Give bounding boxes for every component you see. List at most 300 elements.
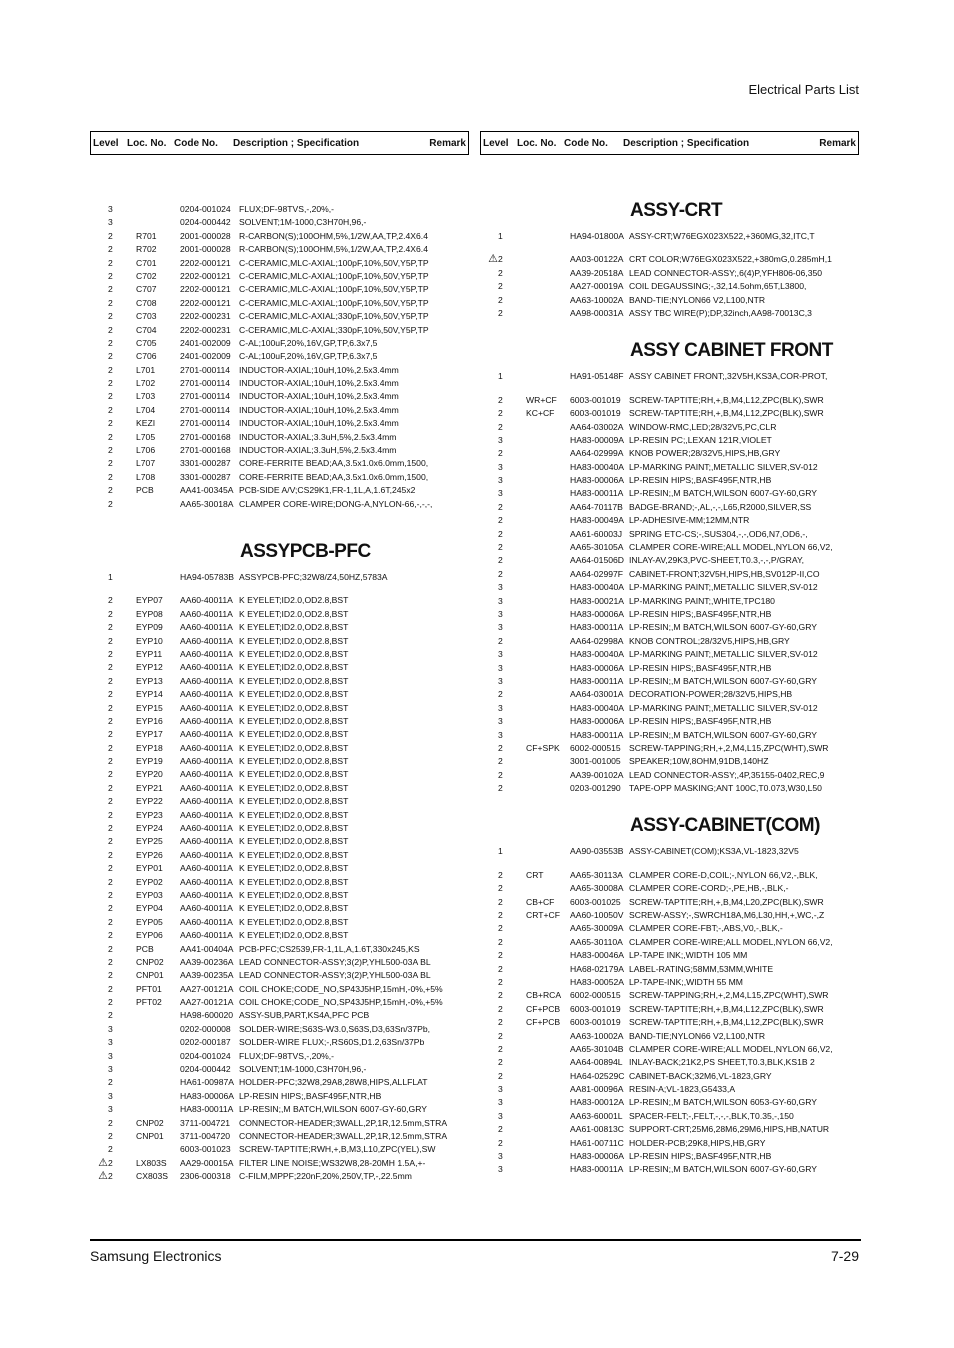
description-cell: K EYELET;ID2.0,OD2.8,BST (239, 849, 349, 860)
code-no-cell: HA83-00040A (570, 649, 624, 660)
parts-list (90, 571, 469, 584)
code-no-cell: 2202-000231 (180, 324, 231, 335)
part-row (90, 1023, 469, 1036)
part-row (90, 768, 469, 781)
description-cell: SCREW-TAPTITE;RH,+,B,M4,L12,ZPC(BLK),SWR (629, 394, 824, 405)
code-no-cell: 0204-001024 (180, 1050, 231, 1061)
part-row (480, 755, 859, 768)
section-title: ASSYPCB-PFC (240, 540, 371, 562)
part-row (90, 377, 469, 390)
loc-no-cell: EYP21 (136, 782, 163, 793)
level-cell: 2 (498, 267, 503, 278)
level-cell: 2 (498, 542, 503, 553)
parts-list (480, 394, 859, 796)
loc-no-cell: C701 (136, 257, 157, 268)
level-cell: 2 (498, 421, 503, 432)
level-cell: 2 (108, 364, 113, 375)
part-row (480, 407, 859, 420)
description-cell: K EYELET;ID2.0,OD2.8,BST (239, 689, 349, 700)
code-no-cell: 2701-000114 (180, 391, 231, 402)
code-no-cell: HA83-00006A (570, 475, 624, 486)
description-cell: LP-RESIN;,M BATCH,WILSON 6053-GY-60,GRY (629, 1097, 818, 1108)
description-cell: INDUCTOR-AXIAL;10uH,10%,2.5x3.4mm (239, 378, 399, 389)
loc-no-cell: C707 (136, 284, 157, 295)
description-cell: LP-MARKING PAINT;,METALLIC SILVER,SV-012 (629, 461, 818, 472)
part-row (480, 434, 859, 447)
part-row (90, 337, 469, 350)
code-no-cell: HA83-00046A (570, 950, 624, 961)
level-cell: 2 (108, 595, 113, 606)
code-no-cell: HA83-00040A (570, 461, 624, 472)
part-row (480, 742, 859, 755)
description-cell: COIL CHOKE;CODE_NO,SP43J5HP,15mH,-0%,+5% (239, 997, 443, 1008)
part-row (480, 541, 859, 554)
loc-no-cell: EYP08 (136, 608, 163, 619)
part-row (480, 1070, 859, 1083)
part-row (480, 461, 859, 474)
level-cell: 2 (498, 568, 503, 579)
code-no-cell: AA41-00345A (180, 485, 234, 496)
description-cell: LEAD CONNECTOR-ASSY;3(2)P,YHL500-03A BL (239, 970, 431, 981)
description-cell: K EYELET;ID2.0,OD2.8,BST (239, 608, 349, 619)
part-row (90, 1130, 469, 1143)
code-no-cell: AA60-40011A (180, 729, 233, 740)
level-cell: 2 (108, 351, 113, 362)
code-no-cell: 0203-001290 (570, 783, 621, 794)
loc-no-cell: CX803S (136, 1171, 169, 1182)
loc-no-cell: EYP02 (136, 876, 163, 887)
code-no-cell: AA61-00813C (570, 1124, 624, 1135)
part-row (90, 364, 469, 377)
code-no-cell: HA94-01800A (570, 231, 624, 241)
description-cell: INLAY-BACK;21K2,PS SHEET,T0.3,BLK,KS1B 2 (629, 1057, 815, 1068)
loc-no-cell: EYP10 (136, 635, 163, 646)
loc-no-cell: L704 (136, 404, 156, 415)
description-cell: K EYELET;ID2.0,OD2.8,BST (239, 769, 349, 780)
loc-no-cell: EYP03 (136, 889, 163, 900)
code-no-cell: AA27-00121A (180, 983, 234, 994)
loc-no-cell: EYP06 (136, 930, 163, 941)
parts-column-right (480, 131, 859, 1177)
loc-no-cell: L703 (136, 391, 156, 402)
part-row (480, 1137, 859, 1150)
description-cell: K EYELET;ID2.0,OD2.8,BST (239, 622, 349, 633)
description-cell: CLAMPER CORE-WIRE;DONG-A,NYLON-66,-,-,-, (239, 498, 433, 509)
level-cell: 2 (498, 910, 503, 921)
code-no-cell: AA39-00236A (180, 956, 234, 967)
loc-no-cell: L705 (136, 431, 156, 442)
level-cell: 2 (108, 1157, 113, 1168)
description-cell: K EYELET;ID2.0,OD2.8,BST (239, 742, 349, 753)
part-row (90, 648, 469, 661)
code-no-cell: AA60-40011A (180, 836, 233, 847)
level-cell: 2 (108, 378, 113, 389)
code-no-cell: 3711-004721 (180, 1117, 231, 1128)
part-row (90, 876, 469, 889)
parts-list (480, 230, 859, 243)
loc-no-cell: KC+CF (526, 408, 555, 419)
part-row (90, 390, 469, 403)
description-cell: HOLDER-PCB;29K8,HIPS,HB,GRY (629, 1137, 766, 1148)
level-cell: 2 (108, 863, 113, 874)
level-cell: 2 (108, 742, 113, 753)
code-no-cell: 6003-001019 (570, 1017, 621, 1028)
level-cell: 2 (498, 1124, 503, 1135)
description-cell: LEAD CONNECTOR-ASSY;,6(4)P,YFH806-06,350 (629, 267, 823, 278)
part-row (480, 608, 859, 621)
code-no-cell: 2202-000231 (180, 311, 231, 322)
level-cell: 2 (498, 1057, 503, 1068)
code-no-cell: 2202-000121 (180, 297, 231, 308)
code-no-cell: AA63-60001L (570, 1110, 623, 1121)
description-cell: K EYELET;ID2.0,OD2.8,BST (239, 809, 349, 820)
part-row (480, 267, 859, 280)
code-no-cell: 3301-000287 (180, 458, 231, 469)
loc-no-cell: R701 (136, 230, 157, 241)
level-cell: 2 (108, 648, 113, 659)
parts-list (90, 203, 469, 511)
part-row (480, 1150, 859, 1163)
loc-no-cell: PFT02 (136, 997, 162, 1008)
part-row (90, 969, 469, 982)
part-row (480, 869, 859, 882)
code-no-cell: AA65-30113A (570, 869, 623, 880)
part-row (480, 648, 859, 661)
level-cell: 2 (498, 963, 503, 974)
code-no-cell: HA83-00006A (570, 1151, 624, 1162)
description-cell: ASSYPCB-PFC;32W8/Z4,50HZ,5783A (239, 571, 388, 582)
level-cell: 2 (108, 916, 113, 927)
column-header (480, 131, 859, 155)
part-row (480, 581, 859, 594)
part-row (480, 230, 859, 243)
level-cell: 2 (108, 715, 113, 726)
part-row (480, 487, 859, 500)
level-cell: 2 (108, 782, 113, 793)
level-cell: 2 (108, 823, 113, 834)
code-no-cell: 6002-000515 (570, 990, 621, 1001)
part-row (90, 943, 469, 956)
part-row (90, 608, 469, 621)
code-no-cell: AA60-40011A (180, 863, 233, 874)
part-row (90, 1009, 469, 1022)
part-row (480, 1056, 859, 1069)
level-cell: 2 (108, 458, 113, 469)
level-cell: 3 (108, 1023, 113, 1034)
loc-no-cell: L707 (136, 458, 156, 469)
code-no-cell: 2701-000114 (180, 378, 231, 389)
code-no-cell: HA61-00987A (180, 1077, 234, 1088)
part-row (90, 1076, 469, 1089)
code-no-cell: HA83-00040A (570, 582, 624, 593)
part-row (480, 936, 859, 949)
part-row (90, 498, 469, 511)
part-row (90, 417, 469, 430)
code-no-cell: HA83-00006A (570, 662, 624, 673)
part-row (90, 635, 469, 648)
loc-no-cell: CF+SPK (526, 742, 560, 753)
part-row (480, 501, 859, 514)
loc-no-cell: L706 (136, 445, 156, 456)
level-cell: 2 (108, 244, 113, 255)
level-cell: 3 (498, 488, 503, 499)
code-no-cell: AA81-00096A (570, 1084, 624, 1095)
level-cell: 3 (108, 1037, 113, 1048)
code-no-cell: AA60-40011A (180, 635, 233, 646)
footer-company: Samsung Electronics (90, 1248, 222, 1264)
description-cell: ASSY-CABINET(COM);KS3A,VL-1823,32V5 (629, 846, 799, 857)
code-no-cell: 6003-001019 (570, 408, 621, 419)
description-cell: PCB-PFC;CS2539,FR-1,1L,A,1.6T,330x245,KS (239, 943, 420, 954)
header-description: Description ; Specification (623, 138, 750, 149)
level-cell: 3 (108, 1090, 113, 1101)
part-row (480, 294, 859, 307)
code-no-cell: HA83-00011A (570, 729, 624, 740)
code-no-cell: HA83-00021A (570, 595, 624, 606)
parts-list (480, 370, 859, 383)
level-cell: 2 (108, 970, 113, 981)
level-cell: 2 (108, 876, 113, 887)
code-no-cell: AA60-40011A (180, 782, 233, 793)
description-cell: R-CARBON(S);100OHM,5%,1/2W,AA,TP,2.4X6.4 (239, 244, 428, 255)
code-no-cell: AA60-40011A (180, 930, 233, 941)
part-row (90, 835, 469, 848)
part-row (90, 404, 469, 417)
warning-icon: ⚠ (98, 1156, 108, 1169)
part-row (480, 1096, 859, 1109)
section-title: ASSY CABINET FRONT (630, 340, 833, 362)
code-no-cell: 2401-002009 (180, 337, 231, 348)
level-cell: 2 (108, 445, 113, 456)
description-cell: WINDOW-RMC,LED;28/32V5,PC,CLR (629, 421, 777, 432)
level-cell: 2 (108, 230, 113, 241)
part-row (480, 1016, 859, 1029)
code-no-cell: HA83-00006A (180, 1090, 234, 1101)
description-cell: K EYELET;ID2.0,OD2.8,BST (239, 635, 349, 646)
description-cell: CONNECTOR-HEADER;3WALL,2P,1R,12.5mm,STRA (239, 1131, 448, 1141)
code-no-cell: AA60-40011A (180, 715, 233, 726)
part-row (90, 457, 469, 470)
description-cell: CORE-FERRITE BEAD;AA,3.5x1.0x6.0mm,1500, (239, 471, 429, 482)
code-no-cell: AA60-40011A (180, 876, 233, 887)
level-cell: 2 (108, 337, 113, 348)
part-row (480, 729, 859, 742)
parts-column-left (90, 131, 469, 1184)
part-row (90, 350, 469, 363)
loc-no-cell: EYP19 (136, 756, 163, 767)
part-row (90, 862, 469, 875)
header-remark: Remark (819, 138, 856, 149)
level-cell: 2 (498, 689, 503, 700)
level-cell: 3 (498, 622, 503, 633)
part-row (480, 595, 859, 608)
description-cell: K EYELET;ID2.0,OD2.8,BST (239, 715, 349, 726)
loc-no-cell: EYP15 (136, 702, 163, 713)
part-row (90, 216, 469, 229)
description-cell: LEAD CONNECTOR-ASSY;3(2)P,YHL500-03A BL (239, 956, 431, 967)
loc-no-cell: CF+PCB (526, 1017, 561, 1028)
level-cell: 2 (498, 515, 503, 526)
description-cell: TAPE-OPP MASKING;ANT 100C,T0.073,W30,L50 (629, 783, 822, 794)
description-cell: FILTER LINE NOISE;WS32W8,28-20MH 1.5A,+- (239, 1157, 426, 1168)
code-no-cell: HA83-00012A (570, 1097, 624, 1108)
part-row (90, 902, 469, 915)
description-cell: K EYELET;ID2.0,OD2.8,BST (239, 903, 349, 914)
description-cell: C-CERAMIC,MLC-AXIAL;100pF,10%,50V,Y5P,TP (239, 297, 429, 308)
part-row (90, 310, 469, 323)
part-row (90, 270, 469, 283)
part-row (90, 1170, 469, 1183)
level-cell: 3 (498, 608, 503, 619)
part-row (480, 421, 859, 434)
code-no-cell: 0202-000008 (180, 1023, 231, 1034)
part-row (90, 431, 469, 444)
part-row (480, 688, 859, 701)
code-no-cell: 2001-000028 (180, 230, 231, 241)
part-row (480, 769, 859, 782)
description-cell: SCREW-TAPTITE;RWH,+,B,M3,L10,ZPC(YEL),SW (239, 1144, 436, 1155)
description-cell: K EYELET;ID2.0,OD2.8,BST (239, 782, 349, 793)
description-cell: SCREW-TAPTITE;RH,+,B,M4,L20,ZPC(BLK),SWR (629, 896, 824, 907)
description-cell: LP-ADHESIVE-MM;12MM,NTR (629, 515, 750, 526)
code-no-cell: AA60-40011A (180, 689, 233, 700)
part-row (480, 963, 859, 976)
description-cell: SCREW-TAPPING;RH,+,2,M4,L15,ZPC(WHT),SWR (629, 742, 829, 753)
description-cell: INDUCTOR-AXIAL;3.3uH,5%,2.5x3.4mm (239, 445, 397, 456)
warning-icon: ⚠ (98, 1170, 108, 1183)
code-no-cell: HA83-00006A (570, 716, 624, 727)
part-row (480, 715, 859, 728)
description-cell: CLAMPER CORE-D,COIL;-,NYLON 66,V2,-,BLK, (629, 869, 818, 880)
loc-no-cell: CB+CF (526, 896, 555, 907)
level-cell: 2 (108, 1117, 113, 1128)
level-cell: 2 (108, 270, 113, 281)
part-row (90, 715, 469, 728)
code-no-cell: AA65-30018A (180, 498, 234, 509)
level-cell: 3 (498, 1110, 503, 1121)
loc-no-cell: PCB (136, 943, 154, 954)
part-row (480, 447, 859, 460)
description-cell: LP-RESIN HIPS;,BASF495F,NTR,HB (629, 1151, 772, 1162)
level-cell: 2 (108, 1131, 113, 1141)
level-cell: 2 (498, 742, 503, 753)
level-cell: 2 (108, 1144, 113, 1155)
code-no-cell: AA60-40011A (180, 756, 233, 767)
description-cell: C-CERAMIC,MLC-AXIAL;100pF,10%,50V,Y5P,TP (239, 284, 429, 295)
part-row (90, 956, 469, 969)
part-row (480, 280, 859, 293)
part-row (480, 253, 859, 266)
section-title: ASSY-CABINET(COM) (630, 815, 820, 837)
level-cell: 2 (498, 1070, 503, 1081)
code-no-cell: HA98-600020 (180, 1010, 234, 1021)
level-cell: 2 (498, 501, 503, 512)
level-cell: 2 (108, 431, 113, 442)
description-cell: C-AL;100uF,20%,16V,GP,TP,6.3x7,5 (239, 351, 378, 362)
code-no-cell: AA64-02997F (570, 568, 624, 579)
code-no-cell: AA60-40011A (180, 742, 233, 753)
level-cell: 2 (108, 324, 113, 335)
level-cell: 2 (498, 1017, 503, 1028)
level-cell: 3 (108, 217, 113, 228)
code-no-cell: AA60-40011A (180, 648, 233, 659)
description-cell: CONNECTOR-HEADER;3WALL,2P,1R,12.5mm,STRA (239, 1117, 448, 1128)
description-cell: K EYELET;ID2.0,OD2.8,BST (239, 889, 349, 900)
section-title: ASSY-CRT (630, 200, 723, 221)
level-cell: 2 (108, 622, 113, 633)
description-cell: SCREW-TAPTITE;RH,+,B,M4,L12,ZPC(BLK),SWR (629, 1017, 824, 1028)
level-cell: 3 (498, 1151, 503, 1162)
loc-no-cell: C702 (136, 270, 157, 281)
level-cell: 2 (498, 294, 503, 305)
loc-no-cell: L708 (136, 471, 156, 482)
code-no-cell: 0202-000187 (180, 1037, 231, 1048)
code-no-cell: 6003-001019 (570, 1003, 621, 1014)
code-no-cell: AA60-40011A (180, 595, 233, 606)
page-number: 7-29 (830, 1248, 859, 1264)
level-cell: 2 (108, 903, 113, 914)
level-cell: 2 (108, 956, 113, 967)
description-cell: LP-MARKING PAINT;,METALLIC SILVER,SV-012 (629, 649, 818, 660)
level-cell: 1 (498, 846, 503, 857)
description-cell: KNOB POWER;28/32V5,HIPS,HB,GRY (629, 448, 781, 459)
description-cell: K EYELET;ID2.0,OD2.8,BST (239, 930, 349, 941)
description-cell: FLUX;DF-98TVS,-,20%,- (239, 1050, 335, 1061)
part-row (480, 675, 859, 688)
level-cell: 2 (108, 849, 113, 860)
code-no-cell: 2701-000168 (180, 431, 231, 442)
description-cell: SCREW-ASSY;-,SWRCH18A,M6,L30,HH,+,WC,-,Z (629, 910, 825, 921)
description-cell: SUPPORT-CRT;25M6,28M6,29M6,HIPS,HB,NATUR (629, 1124, 830, 1135)
loc-no-cell: EYP25 (136, 836, 163, 847)
header-code-no: Code No. (564, 138, 608, 149)
description-cell: CLAMPER CORE-WIRE;ALL MODEL,NYLON 66,V2, (629, 936, 833, 947)
level-cell: 2 (498, 1043, 503, 1054)
code-no-cell: 3711-004720 (180, 1131, 231, 1141)
code-no-cell: AA61-60003J (570, 528, 623, 539)
loc-no-cell: CB+RCA (526, 990, 562, 1001)
column-header (90, 131, 469, 155)
description-cell: LP-TAPE INK;,WIDTH 105 MM (629, 950, 748, 961)
part-row (90, 257, 469, 270)
header-description: Description ; Specification (233, 138, 360, 149)
level-cell: 2 (108, 257, 113, 268)
loc-no-cell: PCB (136, 485, 154, 496)
level-cell: 3 (498, 461, 503, 472)
level-cell: 3 (108, 1064, 113, 1075)
code-no-cell: AA60-40011A (180, 608, 233, 619)
loc-no-cell: EYP07 (136, 595, 163, 606)
description-cell: INDUCTOR-AXIAL;3.3uH,5%,2.5x3.4mm (239, 431, 397, 442)
part-row (90, 243, 469, 256)
level-cell: 2 (108, 769, 113, 780)
part-row (90, 324, 469, 337)
description-cell: LABEL-RATING;58MM,53MM,WHITE (629, 963, 774, 974)
part-row (480, 1123, 859, 1136)
code-no-cell: HA83-00049A (570, 515, 624, 526)
code-no-cell: HA83-00040A (570, 702, 624, 713)
parts-list (480, 845, 859, 858)
code-no-cell: 0204-001024 (180, 204, 231, 214)
level-cell: 1 (108, 571, 113, 582)
code-no-cell: AA64-03001A (570, 689, 624, 700)
code-no-cell: HA94-05783B (180, 571, 234, 582)
level-cell: 3 (498, 475, 503, 486)
description-cell: BAND-TIE;NYLON66 V2,L100,NTR (629, 1030, 766, 1041)
part-row (480, 922, 859, 935)
description-cell: CLAMPER CORE-FBT;-,ABS,V0,-,BLK,- (629, 923, 783, 934)
level-cell: 2 (498, 528, 503, 539)
